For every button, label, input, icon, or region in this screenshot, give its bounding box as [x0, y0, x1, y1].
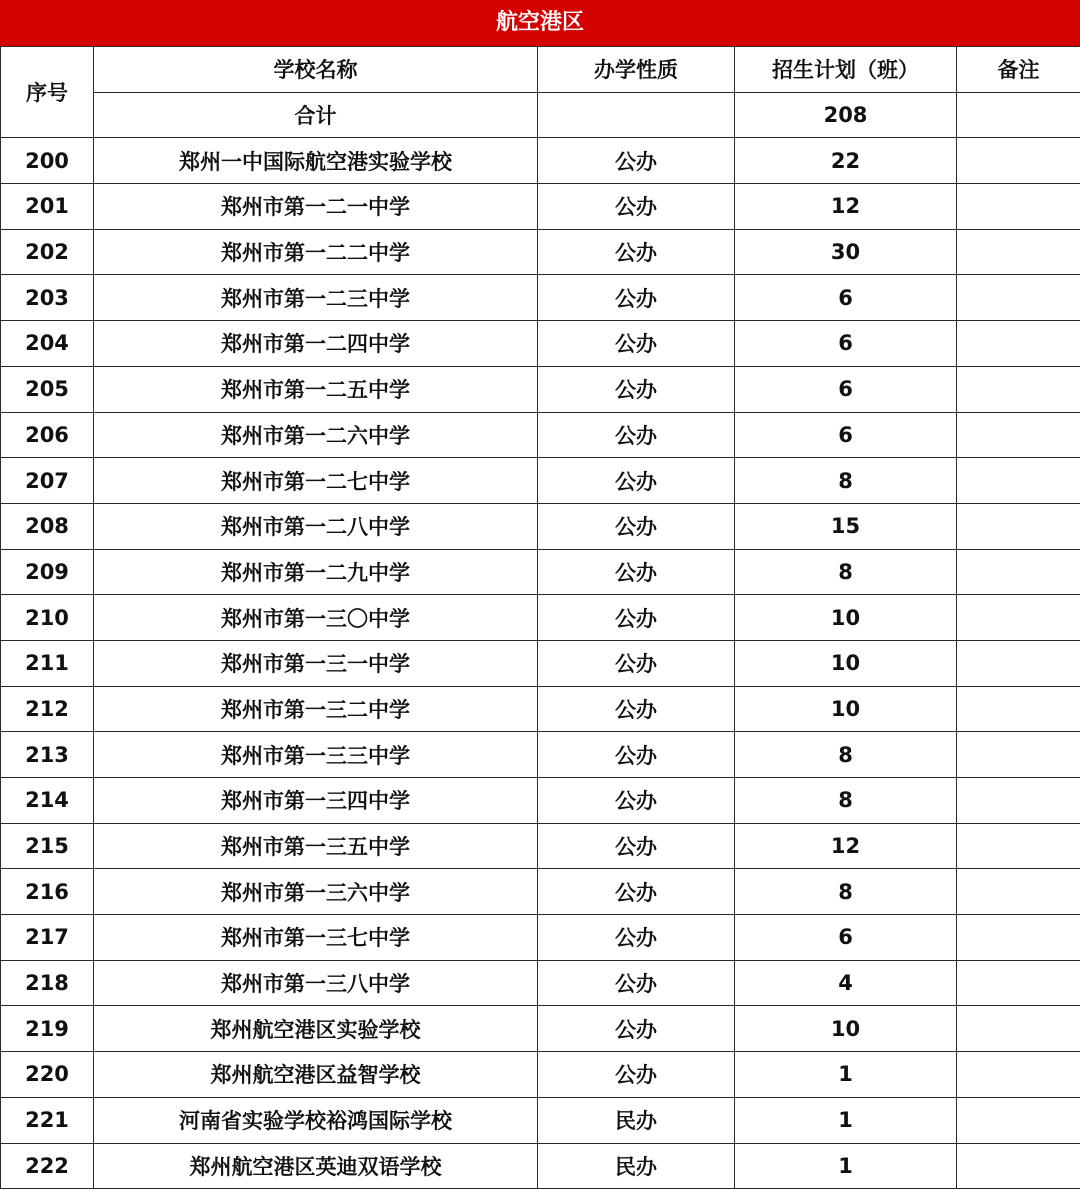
row-school-name: 郑州市第一二七中学 [94, 458, 538, 504]
row-remarks [957, 869, 1080, 915]
table-row [1, 823, 1080, 869]
table-row [1, 184, 1080, 230]
row-remarks [957, 778, 1080, 824]
row-remarks [957, 138, 1080, 184]
row-school-name: 郑州市第一二六中学 [94, 412, 538, 458]
row-school-name: 郑州市第一三三中学 [94, 732, 538, 778]
table-row [1, 549, 1080, 595]
row-enroll-plan: 22 [735, 138, 957, 184]
row-enroll-plan: 12 [735, 823, 957, 869]
table-row [1, 366, 1080, 412]
row-enroll-plan: 8 [735, 732, 957, 778]
row-seq: 207 [1, 458, 94, 504]
row-school-name: 郑州市第一三一中学 [94, 640, 538, 686]
row-enroll-plan: 8 [735, 778, 957, 824]
table-row [1, 412, 1080, 458]
row-school-type: 公办 [538, 915, 735, 961]
row-seq: 217 [1, 915, 94, 961]
row-enroll-plan: 8 [735, 458, 957, 504]
row-remarks [957, 321, 1080, 367]
table-row [1, 686, 1080, 732]
row-school-name: 郑州市第一二二中学 [94, 229, 538, 275]
table-row [1, 1097, 1080, 1143]
row-remarks [957, 960, 1080, 1006]
row-enroll-plan: 12 [735, 184, 957, 230]
table-row [1, 229, 1080, 275]
row-enroll-plan: 6 [735, 412, 957, 458]
row-school-type: 公办 [538, 732, 735, 778]
row-school-name: 郑州航空港区实验学校 [94, 1006, 538, 1052]
row-school-name: 郑州航空港区益智学校 [94, 1052, 538, 1098]
row-remarks [957, 915, 1080, 961]
table-row [1, 503, 1080, 549]
row-school-type: 公办 [538, 595, 735, 641]
total-row [1, 92, 1080, 138]
row-seq: 215 [1, 823, 94, 869]
table-row [1, 869, 1080, 915]
row-seq: 202 [1, 229, 94, 275]
row-remarks [957, 458, 1080, 504]
row-enroll-plan: 10 [735, 686, 957, 732]
row-school-name: 郑州市第一三六中学 [94, 869, 538, 915]
row-school-type: 公办 [538, 321, 735, 367]
row-seq: 221 [1, 1097, 94, 1143]
row-remarks [957, 823, 1080, 869]
table-row [1, 1006, 1080, 1052]
row-seq: 220 [1, 1052, 94, 1098]
row-school-name: 河南省实验学校裕鸿国际学校 [94, 1097, 538, 1143]
table-row [1, 138, 1080, 184]
row-school-type: 公办 [538, 640, 735, 686]
header-remarks: 备注 [957, 47, 1080, 93]
row-enroll-plan: 30 [735, 229, 957, 275]
row-enroll-plan: 4 [735, 960, 957, 1006]
row-school-name: 郑州一中国际航空港实验学校 [94, 138, 538, 184]
row-seq: 205 [1, 366, 94, 412]
table-row [1, 275, 1080, 321]
row-school-type: 公办 [538, 1052, 735, 1098]
row-seq: 201 [1, 184, 94, 230]
row-seq: 212 [1, 686, 94, 732]
row-remarks [957, 1006, 1080, 1052]
row-remarks [957, 184, 1080, 230]
row-school-type: 民办 [538, 1097, 735, 1143]
table-row [1, 960, 1080, 1006]
row-seq: 208 [1, 503, 94, 549]
row-seq: 206 [1, 412, 94, 458]
row-school-type: 公办 [538, 869, 735, 915]
row-school-name: 郑州市第一二四中学 [94, 321, 538, 367]
row-school-type: 公办 [538, 960, 735, 1006]
row-school-type: 公办 [538, 503, 735, 549]
total-remarks [957, 92, 1080, 138]
row-remarks [957, 732, 1080, 778]
enrollment-plan-table [0, 46, 1080, 1189]
row-remarks [957, 1143, 1080, 1189]
table-row [1, 595, 1080, 641]
row-school-name: 郑州市第一二三中学 [94, 275, 538, 321]
header-school-type: 办学性质 [538, 47, 735, 93]
row-remarks [957, 503, 1080, 549]
row-enroll-plan: 1 [735, 1052, 957, 1098]
row-remarks [957, 640, 1080, 686]
row-school-type: 民办 [538, 1143, 735, 1189]
row-school-name: 郑州市第一二五中学 [94, 366, 538, 412]
row-school-name: 郑州市第一二一中学 [94, 184, 538, 230]
row-enroll-plan: 6 [735, 915, 957, 961]
table-row [1, 321, 1080, 367]
row-seq: 213 [1, 732, 94, 778]
row-school-type: 公办 [538, 823, 735, 869]
row-seq: 216 [1, 869, 94, 915]
row-remarks [957, 412, 1080, 458]
row-enroll-plan: 15 [735, 503, 957, 549]
row-seq: 203 [1, 275, 94, 321]
table-body [1, 47, 1080, 1189]
row-remarks [957, 686, 1080, 732]
row-enroll-plan: 8 [735, 549, 957, 595]
table-row [1, 915, 1080, 961]
row-school-type: 公办 [538, 184, 735, 230]
row-remarks [957, 1097, 1080, 1143]
row-school-name: 郑州市第一三八中学 [94, 960, 538, 1006]
row-remarks [957, 1052, 1080, 1098]
row-school-type: 公办 [538, 778, 735, 824]
row-school-name: 郑州市第一三七中学 [94, 915, 538, 961]
row-remarks [957, 595, 1080, 641]
row-seq: 222 [1, 1143, 94, 1189]
row-school-type: 公办 [538, 275, 735, 321]
row-school-type: 公办 [538, 549, 735, 595]
row-seq: 214 [1, 778, 94, 824]
row-school-type: 公办 [538, 1006, 735, 1052]
row-school-type: 公办 [538, 412, 735, 458]
row-enroll-plan: 10 [735, 640, 957, 686]
row-enroll-plan: 1 [735, 1097, 957, 1143]
row-enroll-plan: 10 [735, 595, 957, 641]
header-row [1, 47, 1080, 93]
row-seq: 200 [1, 138, 94, 184]
table-row [1, 458, 1080, 504]
row-school-type: 公办 [538, 366, 735, 412]
row-remarks [957, 549, 1080, 595]
row-enroll-plan: 10 [735, 1006, 957, 1052]
row-school-name: 郑州市第一三二中学 [94, 686, 538, 732]
row-school-name: 郑州航空港区英迪双语学校 [94, 1143, 538, 1189]
row-school-type: 公办 [538, 138, 735, 184]
row-seq: 211 [1, 640, 94, 686]
row-seq: 209 [1, 549, 94, 595]
row-seq: 204 [1, 321, 94, 367]
total-type [538, 92, 735, 138]
district-title-banner: 航空港区 [0, 0, 1080, 46]
row-enroll-plan: 1 [735, 1143, 957, 1189]
header-school-name: 学校名称 [94, 47, 538, 93]
total-label: 合计 [94, 92, 538, 138]
table-row [1, 778, 1080, 824]
row-school-type: 公办 [538, 229, 735, 275]
row-seq: 219 [1, 1006, 94, 1052]
table-row [1, 1143, 1080, 1189]
header-seq: 序号 [1, 47, 94, 138]
row-enroll-plan: 6 [735, 275, 957, 321]
row-enroll-plan: 6 [735, 366, 957, 412]
row-school-name: 郑州市第一二八中学 [94, 503, 538, 549]
total-plan: 208 [735, 92, 957, 138]
row-seq: 210 [1, 595, 94, 641]
table-row [1, 640, 1080, 686]
row-school-name: 郑州市第一三〇中学 [94, 595, 538, 641]
row-school-type: 公办 [538, 458, 735, 504]
row-enroll-plan: 6 [735, 321, 957, 367]
row-school-name: 郑州市第一三四中学 [94, 778, 538, 824]
table-row [1, 1052, 1080, 1098]
row-remarks [957, 229, 1080, 275]
row-school-type: 公办 [538, 686, 735, 732]
row-seq: 218 [1, 960, 94, 1006]
row-remarks [957, 366, 1080, 412]
header-enroll-plan: 招生计划（班） [735, 47, 957, 93]
row-enroll-plan: 8 [735, 869, 957, 915]
row-school-name: 郑州市第一二九中学 [94, 549, 538, 595]
row-remarks [957, 275, 1080, 321]
table-row [1, 732, 1080, 778]
row-school-name: 郑州市第一三五中学 [94, 823, 538, 869]
